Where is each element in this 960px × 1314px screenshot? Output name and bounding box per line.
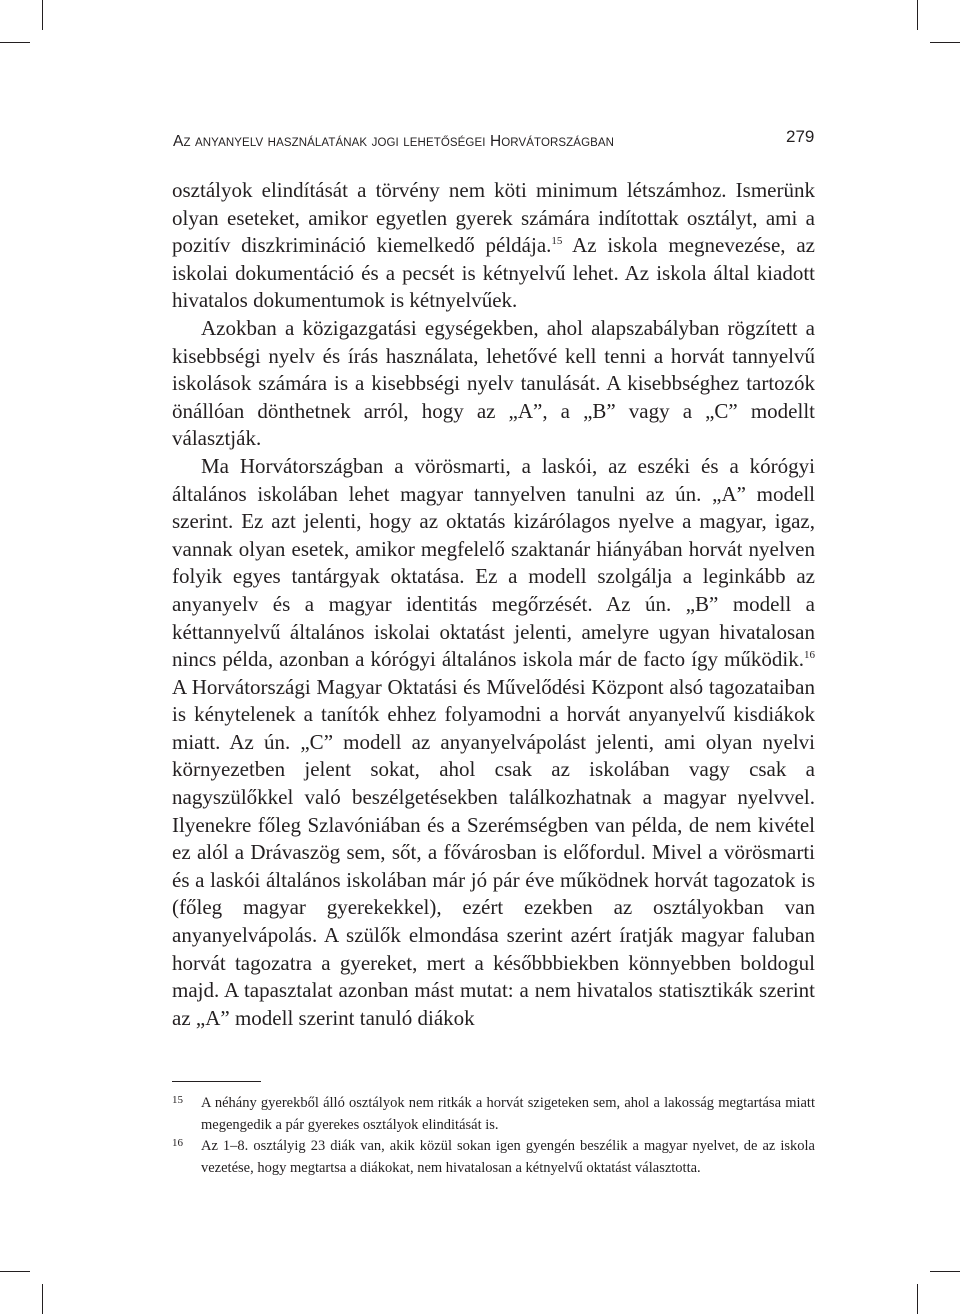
footnote-number: 16 bbox=[172, 1137, 183, 1149]
page-number: 279 bbox=[786, 127, 815, 146]
crop-mark-bottom-left-h bbox=[0, 1271, 30, 1272]
footnote-separator bbox=[172, 1081, 261, 1082]
body-text bbox=[172, 177, 815, 1032]
crop-mark-bottom-left-v bbox=[42, 1284, 43, 1314]
crop-mark-top-right-v bbox=[917, 0, 918, 30]
footnote-15 bbox=[172, 1092, 815, 1136]
footnote-ref-16[interactable]: 16 bbox=[804, 649, 815, 662]
running-header bbox=[173, 133, 614, 151]
footnote-text: Az 1–8. osztályig 23 diák van, akik közül sokan igen gyengén beszélik a magyar nyelvet, de az iskola vezetése, hogy megtartsa a diákokat, nem hivatalosan a kétnyelvű oktatást választotta. bbox=[201, 1138, 815, 1177]
running-header-text: AZ ANYANYELV HASZNÁLATÁNAK JOGI LEHETŐSÉGEI HORVÁTORSZÁGBAN bbox=[173, 133, 615, 150]
crop-mark-top-left-h bbox=[0, 42, 30, 43]
footnote-number: 15 bbox=[172, 1094, 183, 1106]
paragraph-1: osztályok elindítását a törvény nem köti minimum létszámhoz. Ismerünk olyan eseteket, amikor egyetlen gyerek számára indítottak osztályt, ami a pozitív diszkrimináció kiemelkedő példája.$^{15}$ Az iskola megnevezése, az iskolai dokumentáció és a pecsét is kétnyelvű lehet. Az iskola által kiadott hivatalos dokumentumok is kétnyelvűek. bbox=[172, 178, 815, 313]
footnote-16 bbox=[172, 1135, 815, 1179]
crop-mark-bottom-right-h bbox=[930, 1271, 960, 1272]
footnote-text: A néhány gyerekből álló osztályok nem ritkák a horvát szigeteken sem, ahol a lakosság megtartása miatt megengedik a pár gyerekes osztályok elinditását is. bbox=[201, 1095, 815, 1134]
crop-mark-top-right-h bbox=[930, 42, 960, 43]
paragraph-3: Ma Horvátországban a vörösmarti, a laskói, az eszéki és a kórógyi általános iskolában lehet magyar tannyelven tanulni az ún. „A” modell szerint. Ez azt jelenti, hogy az oktatás kizárólagos nyelve a magyar, igaz, vannak olyan esetek, amikor megfelelő szaktanár hiányában horvát nyelven folyik egyes tantárgyak oktatása. Ez a modell szolgálja a leginkább az anyanyelv és a magyar identitás megőrzését. Az ún. „B” modell a kéttannyelvű általános iskolai oktatást jelenti, amelyre ugyan hivatalosan nincs példa, azonban a kórógyi általános iskola már de facto így működik.$^{16}$ A Horvátországi Magyar Oktatási és Művelődési Központ alsó tagozataiban is kénytelenek a tanítók ehhez folyamodni a horvát anyanyelvű kisdiákok miatt. Az ún. „C” modell az anyanyelvápolást jelenti, ami olyan nyelvi környezetben jelent sokat, ahol csak az iskolában vagy csak a nagyszülőkkel való beszélgetésekben találkozhatnak a magyar nyelvvel. Ilyenekre főleg Szlavóniában és a Szerémségben van példa, de nem kivétel ez alól a Drávaszög sem, sőt, a fővárosban is előfordul. Mivel a vörösmarti és a laskói általános iskolában már jó pár éve működnek horvát tagozatok is (főleg magyar gyerekekkel), ezért ezekben az osztályokban van anyanyelvápolás. A szülők elmondása szerint azért íratják magyar faluban horvát tagozatra a gyereket, mert a későbbbiekben könnyebben boldogul majd. A tapasztalat azonban mást mutat: a nem hivatalos statisztikák szerint az „A” modell szerint tanuló diákok bbox=[172, 453, 815, 1030]
crop-mark-bottom-right-v bbox=[917, 1284, 918, 1314]
crop-mark-top-left-v bbox=[42, 0, 43, 30]
footnote-ref-15[interactable]: 15 bbox=[551, 235, 563, 248]
paragraph-2: Azokban a közigazgatási egységekben, ahol alapszabályban rögzített a kisebbségi nyelv és írás használata, lehetővé kell tenni a horvát tannyelvű iskolások számára is a kisebbségi nyelv tanulását. A kisebbséghez tartozók önállóan dönthetnek arról, hogy az „A”, a „B” vagy a „C” modellt választják. bbox=[172, 315, 815, 451]
